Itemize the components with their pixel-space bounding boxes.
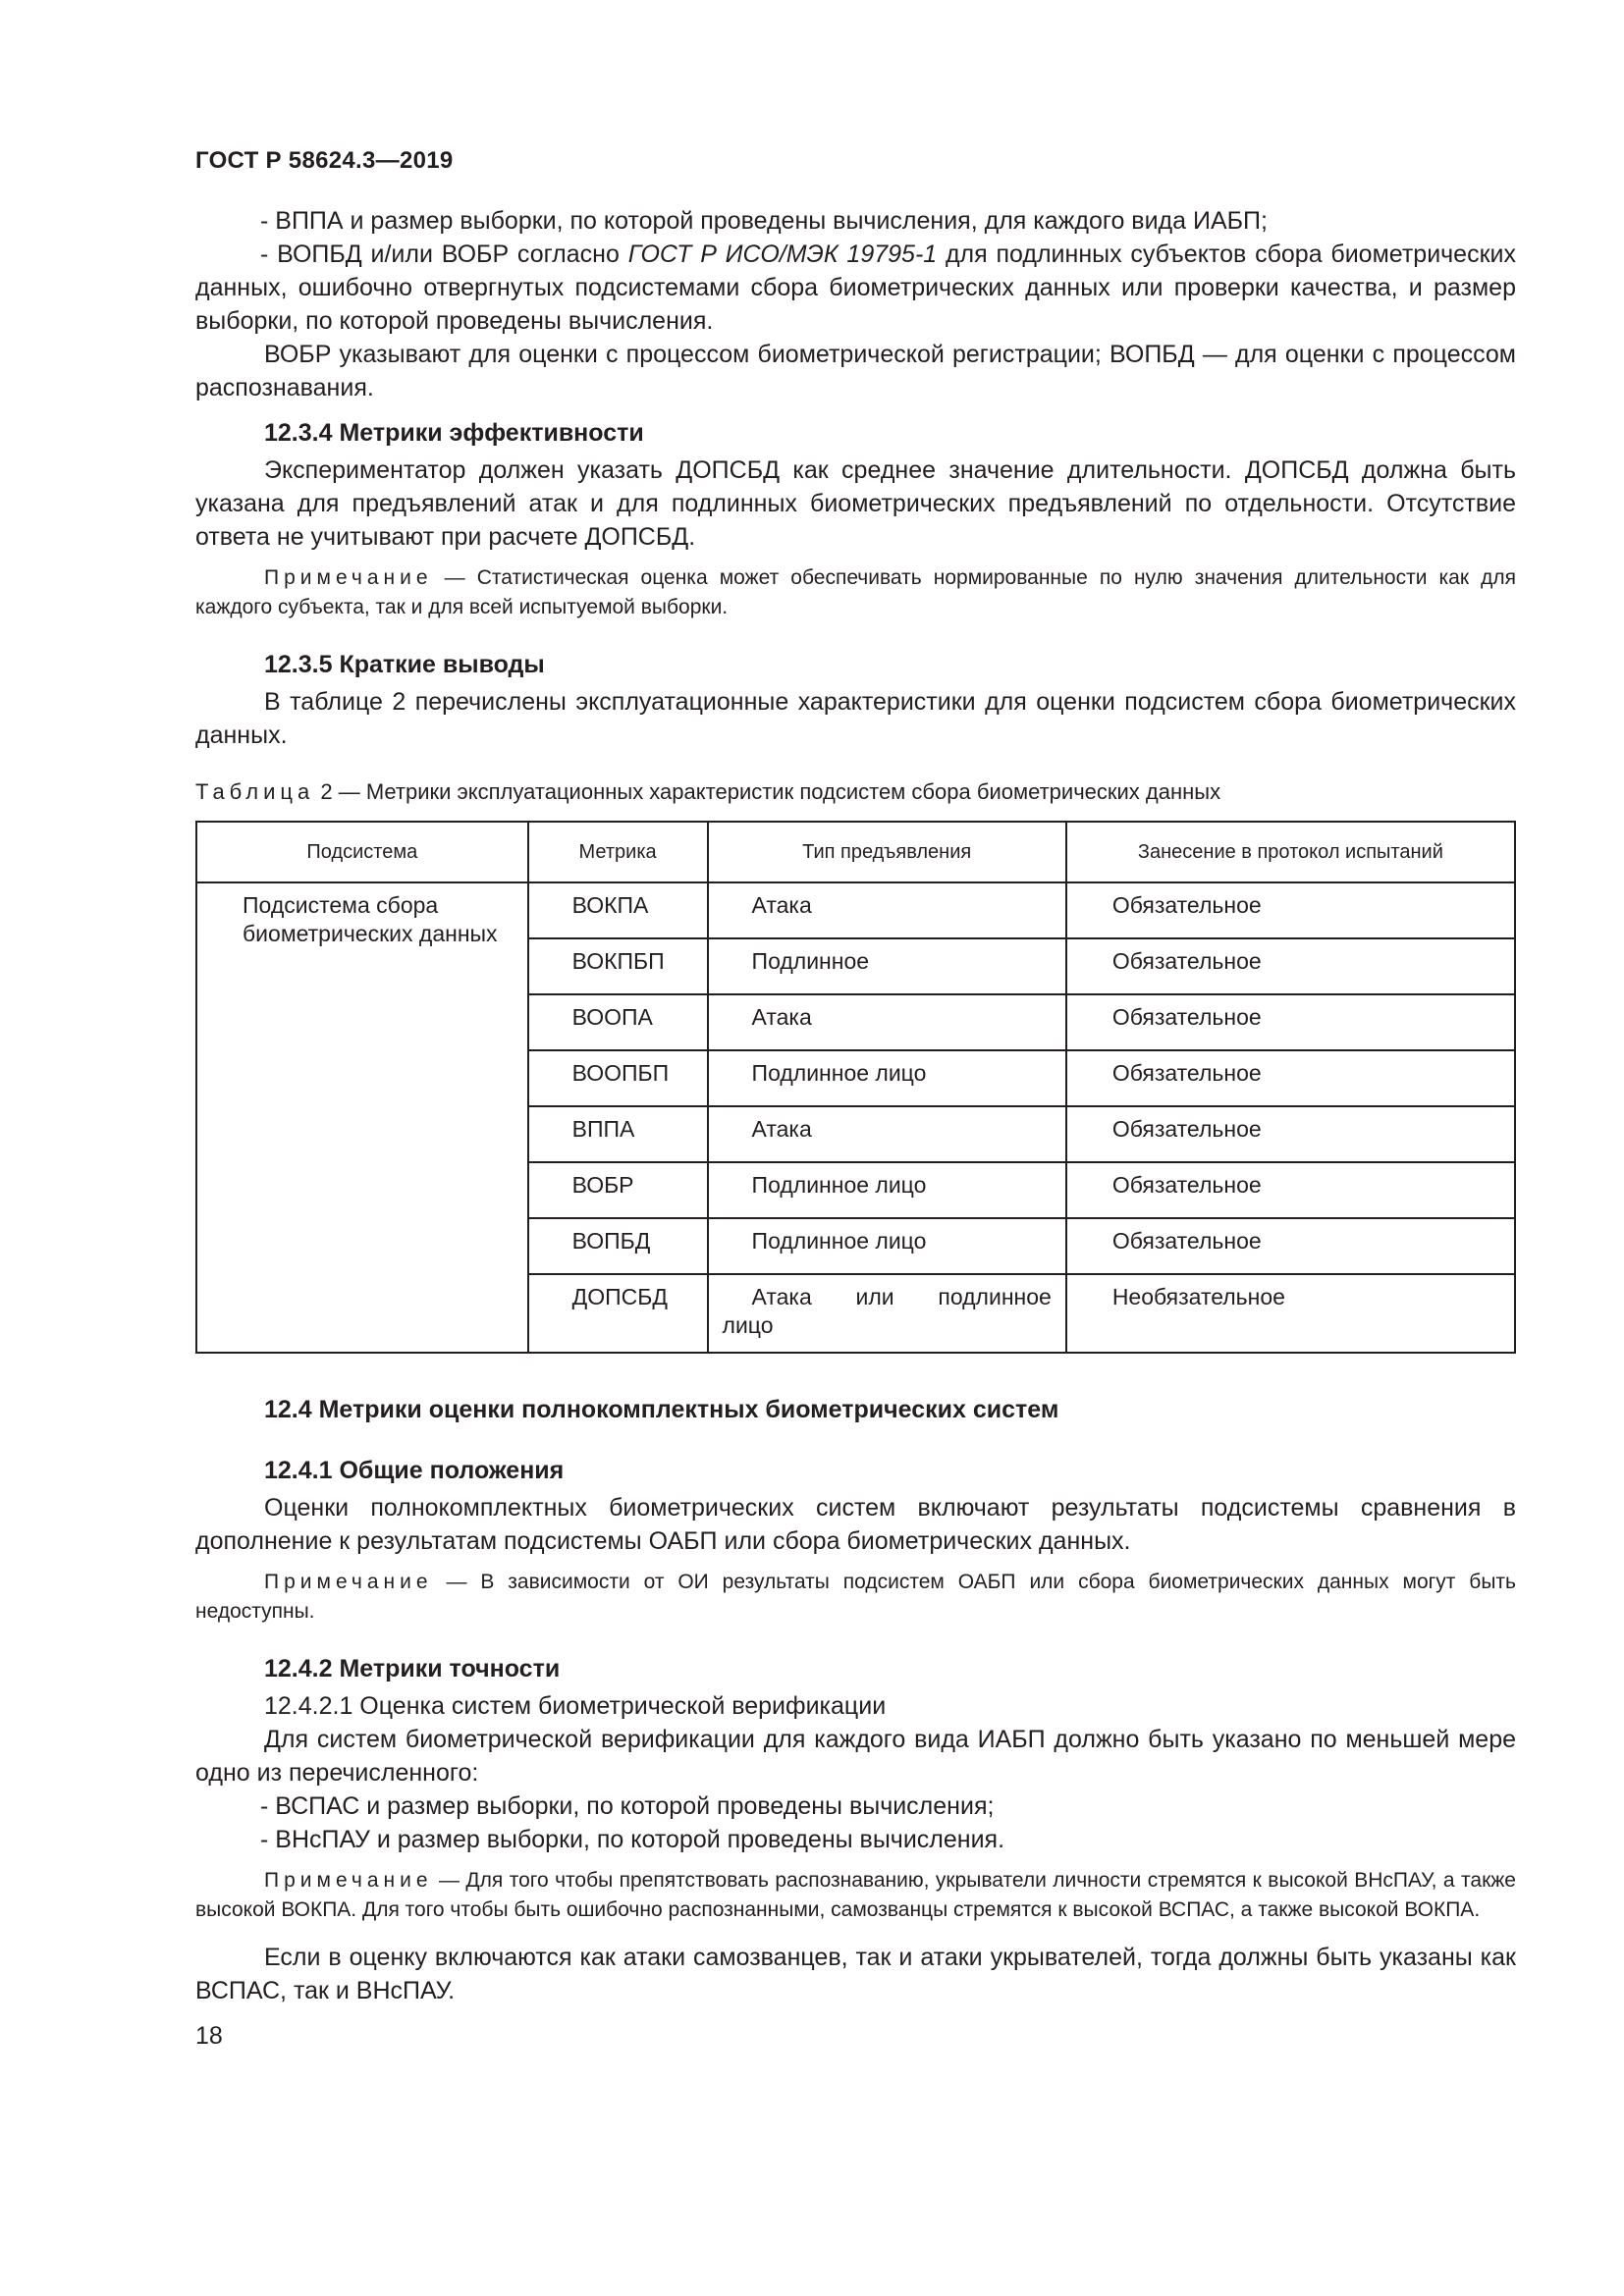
table-header-cell: Занесение в протокол испытаний xyxy=(1066,822,1515,882)
section-12-4-2-bullet-1: - ВСПАС и размер выборки, по которой проведены вычисления; xyxy=(260,1792,995,1820)
type-cell: Подлинное xyxy=(708,938,1066,994)
record-cell: Необязательное xyxy=(1066,1274,1515,1353)
type-cell: Подлинное лицо xyxy=(708,1162,1066,1218)
section-12-4-heading: 12.4 Метрики оценки полнокомплектных биометрических систем xyxy=(264,1396,1059,1423)
table-header-row xyxy=(196,822,1515,882)
subsystem-cell: Подсистема сбора биометрических данных xyxy=(196,882,528,1353)
type-cell: Атака xyxy=(708,1106,1066,1162)
record-cell: Обязательное xyxy=(1066,938,1515,994)
intro-paragraph: ВОБР указывают для оценки с процессом биометрической регистрации; ВОПБД — для оценки с процессом распознавания. xyxy=(195,341,1516,401)
type-cell: Атака xyxy=(708,994,1066,1050)
metric-cell: ВООПА xyxy=(528,994,708,1050)
intro-bullet-1: - ВППА и размер выборки, по которой проведены вычисления, для каждого вида ИАБП; xyxy=(260,207,1268,235)
note-12-3-4: Примечание — Статистическая оценка может обеспечивать нормированные по нулю значения длительности как для каждого субъекта, так и для всей испытуемой выборки. xyxy=(195,566,1516,618)
type-cell-line-1: Атака или подлинное xyxy=(751,1284,1052,1309)
metric-cell: ВОКПБП xyxy=(528,938,708,994)
record-cell: Обязательное xyxy=(1066,1050,1515,1106)
table-caption: Таблица 2 — Метрики эксплуатационных характеристик подсистем сбора биометрических данных xyxy=(195,779,1221,804)
section-12-4-1-heading: 12.4.1 Общие положения xyxy=(264,1457,565,1484)
record-cell: Обязательное xyxy=(1066,1218,1515,1274)
table-header-cell: Метрика xyxy=(528,822,708,882)
section-12-4-2-1-subheading: 12.4.2.1 Оценка систем биометрической верификации xyxy=(264,1692,887,1720)
note-12-4-1: Примечание — В зависимости от ОИ результаты подсистем ОАБП или сбора биометрических данных могут быть недоступны. xyxy=(195,1571,1516,1623)
section-12-3-5-paragraph: В таблице 2 перечислены эксплуатационные характеристики для оценки подсистем сбора биометрических данных. xyxy=(195,688,1516,749)
record-cell: Обязательное xyxy=(1066,994,1515,1050)
section-12-4-2-heading: 12.4.2 Метрики точности xyxy=(264,1655,561,1682)
metric-cell: ВОПБД xyxy=(528,1218,708,1274)
type-cell: Подлинное лицо xyxy=(708,1050,1066,1106)
table-header-cell: Подсистема xyxy=(196,822,528,882)
intro-bullet-2: - ВОПБД и/или ВОБР согласно ГОСТ Р ИСО/МЭК 19795-1 для подлинных субъектов сбора биометрических данных, ошибочно отвергнутых подсистемами сбора биометрических данных или проверки качества, и размер выборки, по которой проведены вычисления. xyxy=(195,240,1516,335)
section-12-4-2-paragraph: Для систем биометрической верификации для каждого вида ИАБП должно быть указано по меньшей мере одно из перечисленного: xyxy=(195,1726,1516,1787)
section-12-3-4-paragraph: Экспериментатор должен указать ДОПСБД как среднее значение длительности. ДОПСБД должна быть указана для предъявлений атак и для подлинных биометрических предъявлений по отдельности. Отсутствие ответа не учитывают при расчете ДОПСБД. xyxy=(195,456,1516,551)
metric-cell: ВППА xyxy=(528,1106,708,1162)
record-cell: Обязательное xyxy=(1066,1106,1515,1162)
type-cell xyxy=(708,1274,1066,1353)
section-12-4-1-paragraph: Оценки полнокомплектных биометрических систем включают результаты подсистемы сравнения в дополнение к результатам подсистемы ОАБП или сбора биометрических данных. xyxy=(195,1494,1516,1555)
table-row xyxy=(196,882,1515,938)
metric-cell: ВОКПА xyxy=(528,882,708,938)
type-cell-line-2: лицо xyxy=(722,1312,774,1338)
note-label: Примечание xyxy=(264,566,433,589)
section-12-4-2-bullet-2: - ВНсПАУ и размер выборки, по которой проведены вычисления. xyxy=(260,1826,1005,1853)
type-cell: Подлинное лицо xyxy=(708,1218,1066,1274)
metrics-table xyxy=(195,821,1516,1354)
record-cell: Обязательное xyxy=(1066,1162,1515,1218)
table-header-cell: Тип предъявления xyxy=(708,822,1066,882)
metric-cell: ВОБР xyxy=(528,1162,708,1218)
note-label: Примечание xyxy=(264,1869,433,1892)
section-12-3-5-heading: 12.3.5 Краткие выводы xyxy=(264,651,545,678)
metric-cell: ВООПБП xyxy=(528,1050,708,1106)
section-12-4-2-paragraph-2: Если в оценку включаются как атаки самозванцев, так и атаки укрывателей, тогда должны быть указаны как ВСПАС, так и ВНсПАУ. xyxy=(195,1944,1516,2004)
standard-reference: ГОСТ Р ИСО/МЭК 19795-1 xyxy=(627,240,938,268)
document-page xyxy=(195,147,1516,2007)
type-cell: Атака xyxy=(708,882,1066,938)
record-cell: Обязательное xyxy=(1066,882,1515,938)
note-label: Примечание xyxy=(264,1571,433,1593)
metric-cell: ДОПСБД xyxy=(528,1274,708,1353)
page-number: 18 xyxy=(195,2022,223,2050)
section-12-3-4-heading: 12.3.4 Метрики эффективности xyxy=(264,419,644,447)
table-caption-label: Таблица xyxy=(195,779,315,804)
document-header: ГОСТ Р 58624.3—2019 xyxy=(195,147,454,174)
note-12-4-2: Примечание — Для того чтобы препятствовать распознаванию, укрыватели личности стремятся к высокой ВНсПАУ, а также высокой ВОКПА. Для того чтобы быть ошибочно распознанными, самозванцы стремятся к высокой ВСПАС, а также высокой ВОКПА. xyxy=(195,1869,1516,1921)
